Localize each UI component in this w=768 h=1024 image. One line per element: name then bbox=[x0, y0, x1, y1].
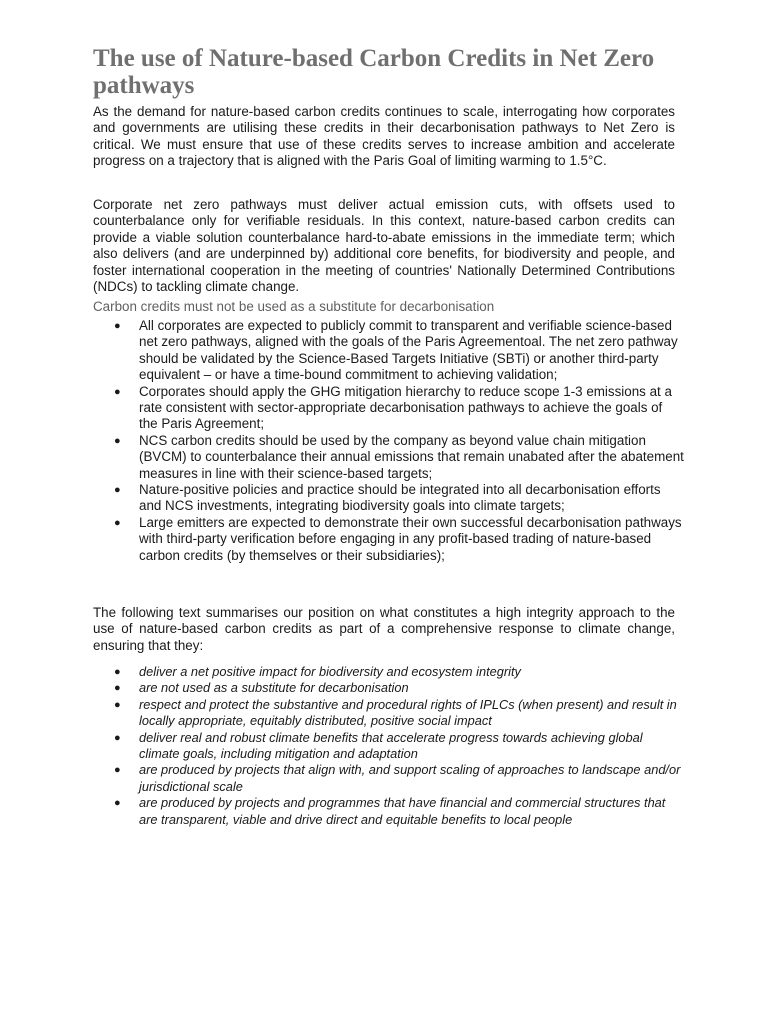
list-item bbox=[114, 697, 684, 730]
list-item-text: deliver a net positive impact for biodiversity and ecosystem integrity bbox=[139, 664, 521, 679]
list-item-text: Nature-positive policies and practice should be integrated into all decarbonisation efforts and NCS investments, integrating biodiversity goals into climate targets; bbox=[139, 482, 661, 514]
summary-paragraph: The following text summarises our position on what constitutes a high integrity approach to the use of nature-based carbon credits as part of a comprehensive response to climate change, ensuring that they: bbox=[93, 605, 675, 653]
bullet-icon: ● bbox=[114, 764, 121, 777]
list-item bbox=[114, 680, 684, 696]
list-item bbox=[114, 762, 684, 795]
bullet-icon: ● bbox=[114, 682, 121, 695]
list-item-text: are not used as a substitute for decarbonisation bbox=[139, 680, 409, 696]
list-item bbox=[114, 433, 684, 482]
list-item-text: NCS carbon credits should be used by the company as beyond value chain mitigation (BVCM) to counterbalance their annual emissions that remain unabated after the abatement measures in line with their science-based targets; bbox=[139, 432, 684, 481]
list-item bbox=[114, 730, 684, 763]
page-title: The use of Nature-based Carbon Credits in Net Zero pathways bbox=[93, 45, 655, 99]
integrity-list bbox=[114, 664, 684, 828]
net-zero-paragraph: Corporate net zero pathways must deliver actual emission cuts, with offsets used to counterbalance only for verifiable residuals. In this context, nature-based carbon credits can provide a viable solution counterbalance hard-to-abate emissions in the immediate term; which also delivers (and are underpinned by) additional core benefits, for biodiversity and people, and foster international cooperation in the meeting of countries' Nationally Determined Contributions (NDCs) to tackling climate change. bbox=[93, 197, 675, 295]
list-item bbox=[114, 384, 684, 433]
decarbonisation-list bbox=[114, 318, 684, 564]
list-item bbox=[114, 515, 684, 564]
bullet-icon: ● bbox=[114, 698, 121, 711]
bullet-icon: ● bbox=[114, 434, 121, 447]
bullet-icon: ● bbox=[114, 516, 121, 529]
bullet-icon: ● bbox=[114, 731, 121, 744]
list-item-text: Corporates should apply the GHG mitigation hierarchy to reduce scope 1-3 emissions at a rate consistent with sector-appropriate decarbonisation pathways to achieve the goals of the Paris Agreement; bbox=[139, 383, 672, 432]
list-item bbox=[114, 318, 684, 384]
bullet-icon: ● bbox=[114, 320, 121, 332]
list-item-text: are produced by projects that align with, and support scaling of approaches to landscape and/or jurisdictional scale bbox=[139, 762, 681, 794]
list-item-text: All corporates are expected to publicly commit to transparent and verifiable science-based net zero pathways, aligned with the goals of the Paris Agreementoal. The net zero pathway should be validated by the Science-Based Targets Initiative (SBTi) or another third-party equivalent – or have a time-bound commitment to achieving validation; bbox=[139, 318, 678, 383]
list-item-text: Large emitters are expected to demonstrate their own successful decarbonisation pathways with third-party verification before engaging in any profit-based trading of nature-based carbon credits (by themselves or their subsidiaries); bbox=[139, 514, 682, 563]
section-subheading: Carbon credits must not be used as a substitute for decarbonisation bbox=[93, 299, 495, 314]
bullet-icon: ● bbox=[114, 666, 121, 678]
list-item-text: deliver real and robust climate benefits that accelerate progress towards achieving global climate goals, including mitigation and adaptation bbox=[139, 729, 643, 762]
list-item bbox=[114, 664, 684, 680]
bullet-icon: ● bbox=[114, 797, 121, 810]
list-item-text: are produced by projects and programmes that have financial and commercial structures that are transparent, viable and drive direct and equitable benefits to local people bbox=[139, 795, 666, 827]
list-item-text: respect and protect the substantive and procedural rights of IPLCs (when present) and result in locally appropriate, equitably distributed, positive social impact bbox=[139, 696, 677, 729]
list-item bbox=[114, 482, 684, 515]
bullet-icon: ● bbox=[114, 385, 121, 398]
list-item bbox=[114, 795, 684, 828]
bullet-icon: ● bbox=[114, 484, 121, 497]
intro-paragraph: As the demand for nature-based carbon credits continues to scale, interrogating how corporates and governments are utilising these credits in their decarbonisation pathways to Net Zero is critical. We must ensure that use of these credits serves to increase ambition and accelerate progress on a trajectory that is aligned with the Paris Goal of limiting warming to 1.5°C. bbox=[93, 104, 675, 169]
